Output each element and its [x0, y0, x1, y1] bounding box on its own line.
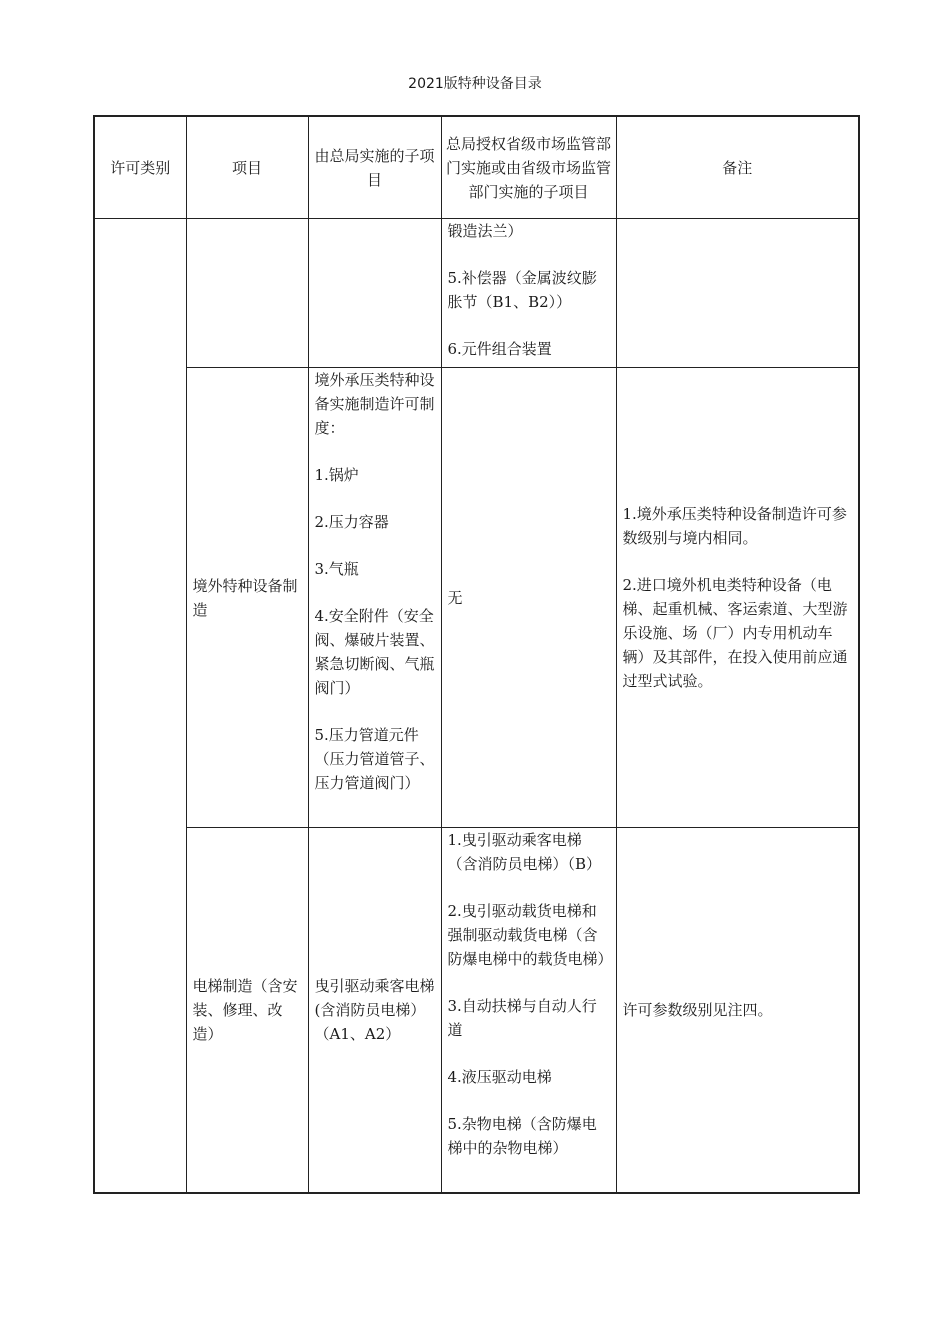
hq-items-cell	[308, 828, 441, 1194]
table-header-row	[94, 116, 859, 219]
project-cell: 境外特种设备制造	[186, 368, 308, 828]
provincial-items-cell	[441, 828, 616, 1194]
header-license-category: 许可类别	[94, 116, 186, 219]
list-item: 1.曳引驱动乘客电梯（含消防员电梯）（B）	[447, 831, 602, 873]
header-project: 项目	[186, 116, 308, 219]
project-cell: 电梯制造（含安装、修理、改造）	[186, 828, 308, 1194]
table-row	[94, 219, 859, 368]
list-item: 5.压力管道元件（压力管道管子、压力管道阀门）	[314, 726, 435, 792]
list-item: 2.曳引驱动载货电梯和强制驱动载货电梯（含防爆电梯中的载货电梯）	[447, 902, 613, 968]
hq-items-cell	[308, 219, 441, 368]
list-item: 锻造法兰）	[447, 222, 523, 240]
table-row	[94, 828, 859, 1194]
table-row	[94, 368, 859, 828]
header-provincial-subitems: 总局授权省级市场监管部门实施或由省级市场监管部门实施的子项目	[441, 116, 616, 219]
category-cell	[94, 219, 186, 1194]
list-item: 曳引驱动乘客电梯(含消防员电梯）（A1、A2）	[314, 977, 435, 1043]
notes-cell	[616, 368, 859, 828]
list-item: 5.补偿器（金属波纹膨胀节（B1、B2））	[447, 269, 597, 311]
note-item: 2.进口境外机电类特种设备（电梯、起重机械、客运索道、大型游乐设施、场（厂）内专用机动车辆）及其部件，在投入使用前应通过型式试验。	[622, 576, 848, 690]
list-item: 5.杂物电梯（含防爆电梯中的杂物电梯）	[447, 1115, 597, 1157]
list-item: 境外承压类特种设备实施制造许可制度：	[314, 371, 435, 437]
list-item: 1.锅炉	[314, 466, 359, 484]
list-item: 4.液压驱动电梯	[447, 1068, 552, 1086]
equipment-catalog-table	[93, 115, 860, 1194]
hq-items-cell	[308, 368, 441, 828]
document-title: 2021版特种设备目录	[408, 76, 542, 92]
provincial-items-cell	[441, 219, 616, 368]
notes-cell	[616, 828, 859, 1194]
note-item: 1.境外承压类特种设备制造许可参数级别与境内相同。	[622, 505, 847, 547]
list-item: 4.安全附件（安全阀、爆破片装置、紧急切断阀、气瓶阀门）	[314, 607, 435, 697]
header-notes: 备注	[616, 116, 859, 219]
list-item: 3.气瓶	[314, 560, 359, 578]
provincial-items-cell	[441, 368, 616, 828]
list-item: 6.元件组合装置	[447, 340, 552, 358]
notes-cell	[616, 219, 859, 368]
list-item: 2.压力容器	[314, 513, 389, 531]
list-item: 无	[447, 588, 463, 607]
header-hq-subitems: 由总局实施的子项目	[308, 116, 441, 219]
project-cell	[186, 219, 308, 368]
list-item: 3.自动扶梯与自动人行道	[447, 997, 597, 1039]
note-item: 许可参数级别见注四。	[622, 1001, 773, 1019]
